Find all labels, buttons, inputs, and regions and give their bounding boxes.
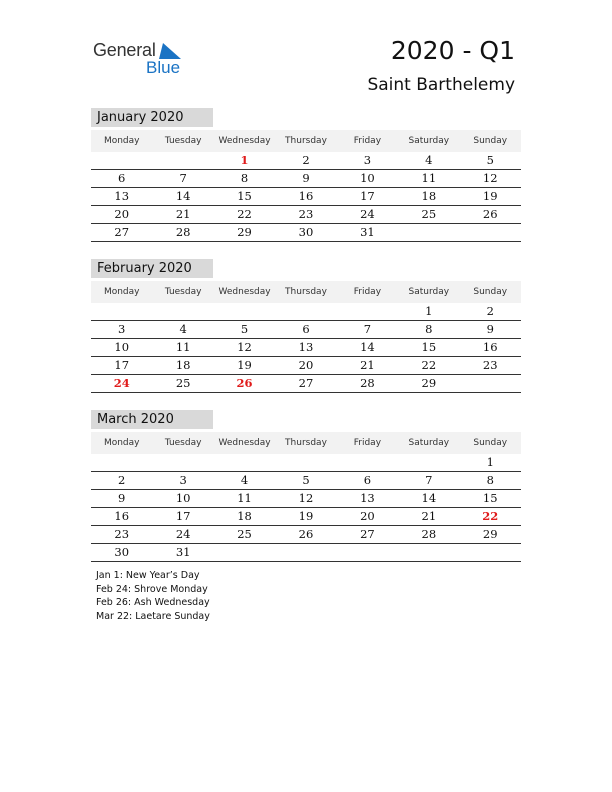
weekday-label: Tuesday xyxy=(164,438,202,448)
holiday-note: Feb 26: Ash Wednesday xyxy=(96,597,210,608)
week-row xyxy=(91,170,521,188)
empty-day-cell xyxy=(275,544,336,561)
day-cell: 10 xyxy=(360,171,375,185)
country-name: Saint Barthelemy xyxy=(367,75,515,95)
day-cell: 2 xyxy=(302,153,310,167)
weekday-label: Saturday xyxy=(408,287,450,297)
weekday-label: Saturday xyxy=(408,438,450,448)
day-cell: 12 xyxy=(298,491,314,505)
weekday-label: Sunday xyxy=(473,287,508,297)
day-cell: 9 xyxy=(302,171,310,185)
weekday-label: Monday xyxy=(103,136,140,146)
day-cell: 6 xyxy=(118,171,126,185)
month-february xyxy=(91,259,521,393)
day-cell: 19 xyxy=(237,358,252,372)
day-cell: 16 xyxy=(482,340,498,354)
week-row xyxy=(91,490,521,508)
day-cell: 8 xyxy=(486,473,494,487)
logo-text-blue: Blue xyxy=(146,58,181,77)
day-cell: 5 xyxy=(486,153,494,167)
day-cell: 23 xyxy=(298,207,314,221)
month-label: January 2020 xyxy=(91,108,213,127)
day-cell: 3 xyxy=(363,153,372,167)
day-cell: 25 xyxy=(237,527,252,541)
day-cell: 3 xyxy=(118,322,126,336)
day-cell: 7 xyxy=(425,473,433,487)
week-row xyxy=(91,472,521,490)
day-cell: 26 xyxy=(482,207,498,221)
day-cell: 31 xyxy=(175,545,191,559)
weekday-label: Friday xyxy=(353,136,382,146)
day-cell: 17 xyxy=(175,509,191,523)
day-cell: 29 xyxy=(482,527,498,541)
day-cell: 11 xyxy=(421,171,437,185)
day-cell: 14 xyxy=(421,491,437,505)
day-cell: 26 xyxy=(298,527,314,541)
empty-day-cell xyxy=(214,544,275,561)
empty-day-cell xyxy=(337,303,398,320)
logo xyxy=(93,40,193,80)
day-cell: 22 xyxy=(421,358,437,372)
page-title: 2020 - Q1 xyxy=(390,36,515,65)
week-row xyxy=(91,454,521,472)
weekday-label: Friday xyxy=(353,438,382,448)
empty-day-cell xyxy=(275,454,336,471)
holiday-note: Mar 22: Laetare Sunday xyxy=(96,610,210,622)
empty-day-cell xyxy=(275,303,336,320)
day-cell: 10 xyxy=(175,491,191,505)
empty-day-cell xyxy=(214,454,275,471)
weekday-label: Saturday xyxy=(408,136,450,146)
weekday-label: Wednesday xyxy=(218,287,271,297)
day-cell: 8 xyxy=(240,171,249,185)
week-row xyxy=(91,321,521,339)
day-cell: 5 xyxy=(240,322,249,336)
holiday-note: Jan 1: New Year’s Day xyxy=(96,570,200,581)
empty-day-cell xyxy=(398,224,459,241)
empty-day-cell xyxy=(337,544,398,561)
day-cell: 13 xyxy=(360,491,375,505)
logo-triangle-icon xyxy=(159,43,181,59)
weekday-label: Thursday xyxy=(285,438,327,448)
day-cell: 20 xyxy=(114,207,130,221)
day-cell: 16 xyxy=(298,189,314,203)
day-cell: 8 xyxy=(425,322,433,336)
week-row xyxy=(91,375,521,393)
day-cell: 29 xyxy=(421,376,437,390)
month-label: February 2020 xyxy=(91,259,213,278)
empty-day-cell xyxy=(460,544,521,561)
day-cell: 28 xyxy=(175,225,191,239)
day-cell: 24 xyxy=(113,376,130,390)
day-cell: 23 xyxy=(114,527,130,541)
day-cell: 15 xyxy=(482,491,498,505)
day-cell: 1 xyxy=(425,304,433,318)
day-cell: 1 xyxy=(240,153,249,167)
week-row xyxy=(91,303,521,321)
day-cell: 18 xyxy=(421,189,437,203)
weekday-label: Sunday xyxy=(473,438,508,448)
day-cell: 19 xyxy=(482,189,498,203)
day-cell: 21 xyxy=(421,509,437,523)
day-cell: 17 xyxy=(114,358,130,372)
day-cell: 26 xyxy=(236,376,253,390)
day-cell: 27 xyxy=(360,527,375,541)
empty-day-cell xyxy=(152,152,213,169)
day-cell: 15 xyxy=(237,189,252,203)
week-row xyxy=(91,188,521,206)
day-cell: 4 xyxy=(425,153,433,167)
day-cell: 30 xyxy=(298,225,314,239)
day-cell: 14 xyxy=(175,189,191,203)
day-cell: 25 xyxy=(421,207,437,221)
day-cell: 7 xyxy=(179,171,187,185)
day-cell: 6 xyxy=(302,322,310,336)
empty-day-cell xyxy=(337,454,398,471)
day-cell: 9 xyxy=(118,491,126,505)
weekday-label: Thursday xyxy=(285,136,327,146)
weekday-label: Thursday xyxy=(285,287,327,297)
holiday-notes xyxy=(96,569,210,623)
day-cell: 9 xyxy=(486,322,494,336)
day-cell: 22 xyxy=(237,207,252,221)
logo-text-general: General xyxy=(93,40,156,60)
empty-day-cell xyxy=(91,152,152,169)
day-cell: 4 xyxy=(179,322,187,336)
weekday-label: Friday xyxy=(353,287,382,297)
day-cell: 2 xyxy=(486,304,494,318)
day-cell: 28 xyxy=(360,376,375,390)
day-cell: 29 xyxy=(237,225,252,239)
week-row xyxy=(91,339,521,357)
day-cell: 23 xyxy=(482,358,498,372)
week-row xyxy=(91,357,521,375)
weekday-header xyxy=(91,432,521,454)
weekday-label: Monday xyxy=(103,438,140,448)
day-cell: 11 xyxy=(237,491,252,505)
weekday-header xyxy=(91,130,521,152)
day-cell: 1 xyxy=(486,455,494,469)
day-cell: 31 xyxy=(360,225,375,239)
empty-day-cell xyxy=(152,454,213,471)
day-cell: 17 xyxy=(360,189,375,203)
day-cell: 16 xyxy=(114,509,130,523)
day-cell: 11 xyxy=(175,340,191,354)
empty-day-cell xyxy=(214,303,275,320)
day-cell: 15 xyxy=(421,340,437,354)
weekday-label: Tuesday xyxy=(164,287,202,297)
empty-day-cell xyxy=(460,224,521,241)
day-cell: 7 xyxy=(363,322,372,336)
day-cell: 18 xyxy=(175,358,191,372)
weekday-label: Tuesday xyxy=(164,136,202,146)
holiday-note: Feb 24: Shrove Monday xyxy=(96,583,208,595)
day-cell: 24 xyxy=(360,207,375,221)
day-cell: 13 xyxy=(298,340,314,354)
month-march xyxy=(91,410,521,562)
month-label: March 2020 xyxy=(91,410,213,429)
day-cell: 25 xyxy=(175,376,191,390)
day-cell: 14 xyxy=(360,340,375,354)
empty-day-cell xyxy=(91,303,152,320)
day-cell: 28 xyxy=(421,527,437,541)
week-row xyxy=(91,508,521,526)
empty-day-cell xyxy=(398,544,459,561)
day-cell: 13 xyxy=(114,189,130,203)
empty-day-cell xyxy=(460,375,521,392)
day-cell: 20 xyxy=(298,358,314,372)
day-cell: 27 xyxy=(114,225,130,239)
weekday-label: Monday xyxy=(103,287,140,297)
day-cell: 12 xyxy=(482,171,498,185)
weeks xyxy=(91,303,521,393)
empty-day-cell xyxy=(398,454,459,471)
weekday-header xyxy=(91,281,521,303)
day-cell: 21 xyxy=(175,207,191,221)
day-cell: 21 xyxy=(360,358,375,372)
week-row xyxy=(91,206,521,224)
week-row xyxy=(91,544,521,562)
empty-day-cell xyxy=(91,454,152,471)
day-cell: 27 xyxy=(298,376,314,390)
week-row xyxy=(91,224,521,242)
weeks xyxy=(91,152,521,242)
week-row xyxy=(91,152,521,170)
weeks xyxy=(91,454,521,562)
day-cell: 4 xyxy=(240,473,249,487)
weekday-label: Wednesday xyxy=(218,438,271,448)
day-cell: 12 xyxy=(237,340,252,354)
month-january xyxy=(91,108,521,242)
empty-day-cell xyxy=(152,303,213,320)
day-cell: 5 xyxy=(302,473,310,487)
week-row xyxy=(91,526,521,544)
day-cell: 10 xyxy=(114,340,130,354)
day-cell: 6 xyxy=(363,473,372,487)
day-cell: 24 xyxy=(175,527,191,541)
day-cell: 22 xyxy=(482,509,499,523)
day-cell: 2 xyxy=(118,473,126,487)
day-cell: 18 xyxy=(237,509,252,523)
weekday-label: Sunday xyxy=(473,136,508,146)
weekday-label: Wednesday xyxy=(218,136,271,146)
day-cell: 19 xyxy=(298,509,314,523)
day-cell: 3 xyxy=(179,473,187,487)
day-cell: 20 xyxy=(360,509,375,523)
day-cell: 30 xyxy=(114,545,130,559)
